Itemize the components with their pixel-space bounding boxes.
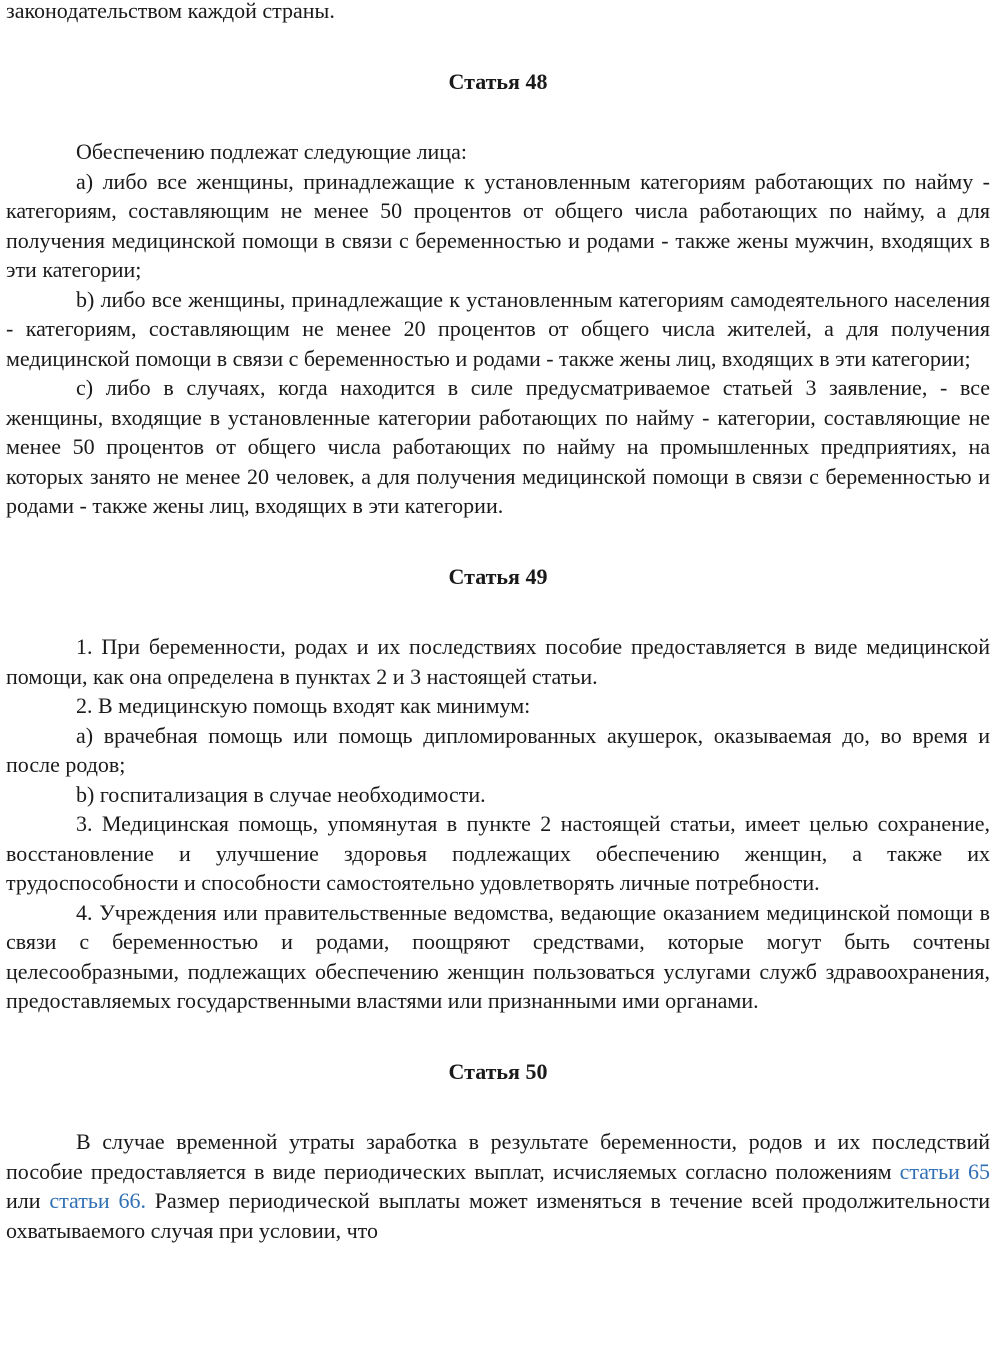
- article-50-text-before: В случае временной утраты заработка в результате беременности, родов и их последствий пособие предоставляется в виде периодических выплат, исчисляемых согласно положениям: [6, 1129, 990, 1184]
- document-page: [6, 0, 990, 1245]
- article-50-paragraph: [6, 1127, 990, 1245]
- article-50-text-after: Размер периодической выплаты может изменяться в течение всей продолжительности охватываемого случая при условии, что: [6, 1188, 991, 1243]
- article-48-item-b: b) либо все женщины, принадлежащие к установленным категориям самодеятельного населения - категориям, составляющим не менее 20 процентов от общего числа жителей, а для получения медицинской помощи в связи с беременностью и родами - также жены лиц, входящих в эти категории;: [6, 286, 990, 371]
- article-49-paragraph-2b: b) госпитализация в случае необходимости.: [76, 781, 486, 807]
- article-49-title: Статья 49: [448, 563, 548, 589]
- intro-tail: законодательством каждой страны.: [6, 0, 335, 23]
- article-49-paragraph-2a: а) врачебная помощь или помощь дипломированных акушерок, оказываемая до, во время и после родов;: [6, 722, 990, 777]
- article-48-title: Статья 48: [448, 68, 548, 94]
- article-50-title: Статья 50: [448, 1058, 548, 1084]
- article-49-paragraph-3: 3. Медицинская помощь, упомянутая в пункте 2 настоящей статьи, имеет целью сохранение, восстановление и улучшение здоровья подлежащих обеспечению женщин, а также их трудоспособности и способности самостоятельно удовлетворять личные потребности.: [6, 811, 990, 895]
- article-50-text-between: или: [6, 1188, 50, 1213]
- article-49-paragraph-1: 1. При беременности, родах и их последствиях пособие предоставляется в виде медицинской помощи, как она определена в пунктах 2 и 3 настоящей статьи.: [6, 634, 990, 689]
- article-49-paragraph-2: 2. В медицинскую помощь входят как минимум:: [76, 693, 531, 718]
- article-49-paragraph-4: 4. Учреждения или правительственные ведомства, ведающие оказанием медицинской помощи в связи с беременностью и родами, поощряют средствами, которые могут быть сочтены целесообразными, подлежащих обеспечению женщин пользоваться услугами служб здравоохранения, предоставляемых государственными властями или признанными ими органами.: [6, 899, 990, 1013]
- article-48-item-c: c) либо в случаях, когда находится в силе предусматриваемое статьей 3 заявление, - все женщины, входящие в установленные категории работающих по найму - категории, составляющие не менее 50 процентов от общего числа работающих по найму на промышленных предприятиях, на которых занято не менее 20 человек, а для получения медицинской помощи в связи с беременностью и родами - также жены лиц, входящих в эти категории.: [6, 375, 990, 518]
- article-48-item-a: а) либо все женщины, принадлежащие к установленным категориям работающих по найму - категориям, составляющим не менее 50 процентов от общего числа работающих по найму, а для получения медицинской помощи в связи с беременностью и родами - также жены мужчин, входящих в эти категории;: [6, 168, 990, 282]
- article-65-link[interactable]: статьи 65: [899, 1158, 991, 1184]
- article-48-lead: Обеспечению подлежат следующие лица:: [76, 139, 467, 164]
- article-66-link[interactable]: статьи 66.: [49, 1188, 146, 1213]
